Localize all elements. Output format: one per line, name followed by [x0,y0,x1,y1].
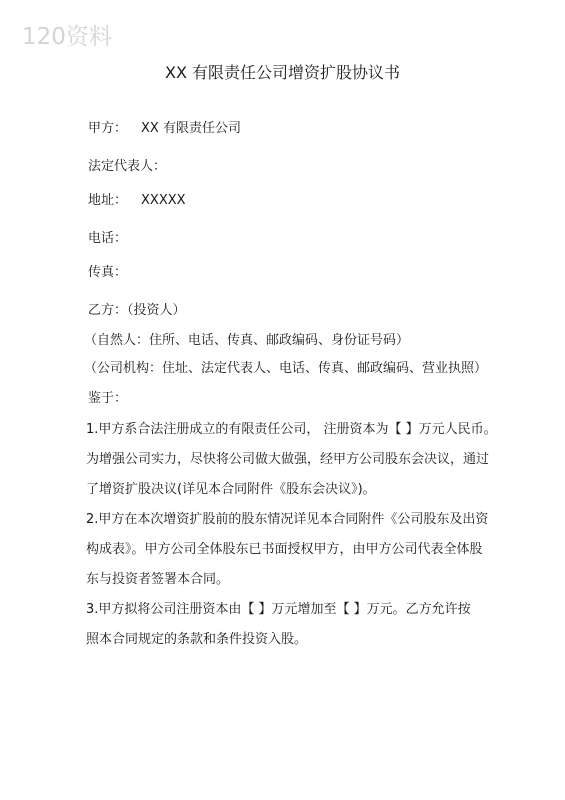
clause-2-line-1: 2.甲方在本次增资扩股前的股东情况详见本合同附件《公司股东及出资 [86,512,489,527]
clause-1-line-2: 为增强公司实力，尽快将公司做大做强，经甲方公司股东会决议，通过 [86,452,490,467]
address-label: 地址： [88,193,128,208]
watermark: 120资料 [22,24,112,50]
document-title: XX 有限责任公司增资扩股协议书 [164,63,400,82]
legal-rep-line: 法定代表人： [88,159,167,174]
party-b-company: （公司机构：住址、法定代表人、电话、传真、邮政编码、营业执照） [84,361,488,376]
party-a-line [88,120,241,138]
party-b-natural-person: （自然人：住所、电话、传真、邮政编码、身份证号码） [84,333,410,348]
clause-1-line-3: 了增资扩股决议(详见本合同附件《股东会决议》)。 [86,482,376,497]
party-b-line: 乙方：（投资人） [88,303,186,318]
party-a-value: XX 有限责任公司 [141,121,241,136]
address-value: XXXXX [141,193,186,208]
clause-1-line-1: 1.甲方系合法注册成立的有限责任公司， 注册资本为【 】万元人民币。 [86,422,497,437]
clause-2-line-2: 构成表》。甲方公司全体股东已书面授权甲方，由甲方公司代表全体股 [86,542,483,557]
clause-2-line-3: 东与投资者签署本合同。 [86,572,230,587]
clause-3-line-2: 照本合同规定的条款和条件投资入股。 [86,632,308,647]
fax-line: 传真： [88,265,128,280]
party-a-label: 甲方： [88,121,128,136]
clause-3-line-1: 3.甲方拟将公司注册资本由【 】万元增加至【 】万元。乙方允许按 [86,602,471,617]
whereas-label: 鉴于： [88,391,128,406]
address-line [88,192,186,210]
phone-line: 电话： [88,231,128,246]
